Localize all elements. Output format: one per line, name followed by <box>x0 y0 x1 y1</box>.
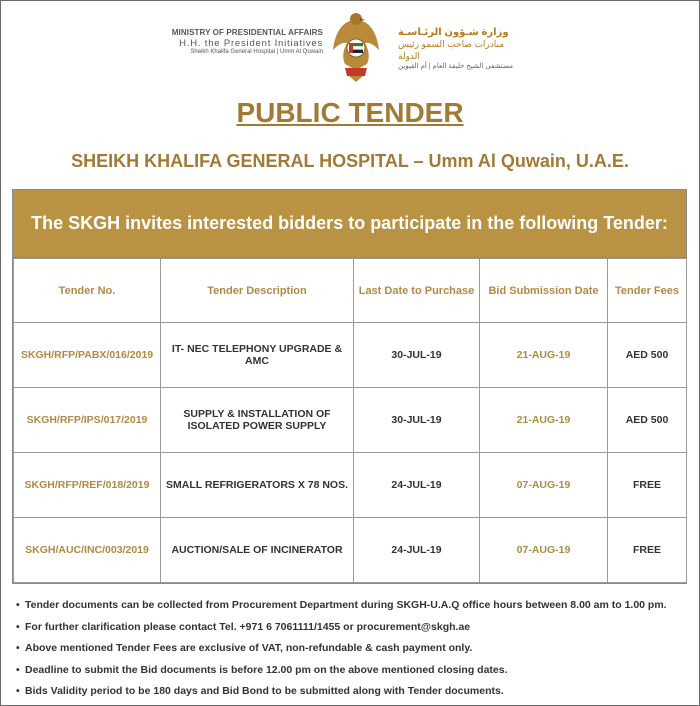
col-last-date: Last Date to Purchase <box>354 259 480 323</box>
note-item <box>16 617 686 639</box>
bid-date: 07-AUG-19 <box>480 453 608 518</box>
header-row <box>14 259 687 323</box>
hospital-name-arabic: مستشفى الشيخ خليفة العام | أم القيوين <box>398 63 514 71</box>
note-item <box>16 681 686 703</box>
bullet-icon: • <box>16 685 20 697</box>
hospital-name-small: Sheikh Khalifa General Hospital | Umm Al Quwain <box>190 48 323 55</box>
header-english <box>148 28 323 56</box>
bid-date: 21-AUG-19 <box>480 388 608 453</box>
bid-date: 07-AUG-19 <box>480 518 608 583</box>
note-item <box>16 595 686 617</box>
tender-description: IT- NEC TELEPHONY UPGRADE & AMC <box>161 323 354 388</box>
note-item <box>16 638 686 660</box>
bullet-icon: • <box>16 620 20 633</box>
tender-no: SKGH/RFP/PABX/016/2019 <box>14 323 161 388</box>
ministry-name: MINISTRY OF PRESIDENTIAL AFFAIRS <box>171 28 323 37</box>
col-tender-no: Tender No. <box>14 259 161 323</box>
bullet-icon: • <box>16 599 20 611</box>
note-text: Tender documents can be collected from Procurement Department during SKGH-U.A.Q office hours between 8.00 am to 1.00 pm. <box>25 599 667 611</box>
last-date: 30-JUL-19 <box>354 388 480 453</box>
col-description: Tender Description <box>161 259 354 323</box>
table-row <box>14 518 687 583</box>
initiative-name: H.H. the President Initiatives <box>179 37 323 49</box>
note-item <box>16 660 686 682</box>
tender-fee: FREE <box>608 453 687 518</box>
table-row <box>14 388 687 453</box>
tender-description: SUPPLY & INSTALLATION OF ISOLATED POWER SUPPLY <box>161 388 354 453</box>
tender-description: SMALL REFRIGERATORS X 78 NOS. <box>161 453 354 518</box>
bullet-icon: • <box>16 663 20 676</box>
last-date: 24-JUL-19 <box>354 518 480 583</box>
note-text: For further clarification please contact Tel. +971 6 7061111/1455 or procurement@skgh.ae <box>25 620 471 633</box>
initiative-name-arabic: مبادرات صاحب السمو رئيس الدولة <box>398 39 505 61</box>
table-row <box>14 453 687 518</box>
hospital-subtitle: SHEIKH KHALIFA GENERAL HOSPITAL – Umm Al Quwain, U.A.E. <box>71 151 629 171</box>
note-text: Deadline to submit the Bid documents is before 12.00 pm on the above mentioned closing dates. <box>25 663 508 676</box>
last-date: 30-JUL-19 <box>354 323 480 388</box>
col-bid-date: Bid Submission Date <box>480 259 608 323</box>
bullet-icon: • <box>16 642 20 654</box>
tender-fee: FREE <box>608 518 687 583</box>
header-arabic <box>398 26 528 71</box>
tender-no: SKGH/AUC/INC/003/2019 <box>14 518 161 583</box>
bid-date: 21-AUG-19 <box>480 323 608 388</box>
last-date: 24-JUL-19 <box>354 453 480 518</box>
tender-fee: AED 500 <box>608 323 687 388</box>
tender-grid <box>13 258 687 583</box>
ministry-name-arabic: وزارة شـؤون الرئـاسـة <box>398 27 509 38</box>
invitation-banner: The SKGH invites interested bidders to participate in the following Tender: <box>13 190 686 258</box>
notes-list <box>16 595 686 703</box>
col-fees: Tender Fees <box>608 259 687 323</box>
tender-table <box>12 189 687 584</box>
tender-description: AUCTION/SALE OF INCINERATOR <box>161 518 354 583</box>
note-text: Above mentioned Tender Fees are exclusive of VAT, non-refundable & cash payment only. <box>25 642 473 654</box>
tender-no: SKGH/RFP/IPS/017/2019 <box>14 388 161 453</box>
uae-emblem-icon <box>331 10 381 82</box>
tender-fee: AED 500 <box>608 388 687 453</box>
page-title: PUBLIC TENDER <box>236 97 464 128</box>
table-row <box>14 323 687 388</box>
note-text: Bids Validity period to be 180 days and Bid Bond to be submitted along with Tender documents. <box>25 685 504 697</box>
tender-no: SKGH/RFP/REF/018/2019 <box>14 453 161 518</box>
